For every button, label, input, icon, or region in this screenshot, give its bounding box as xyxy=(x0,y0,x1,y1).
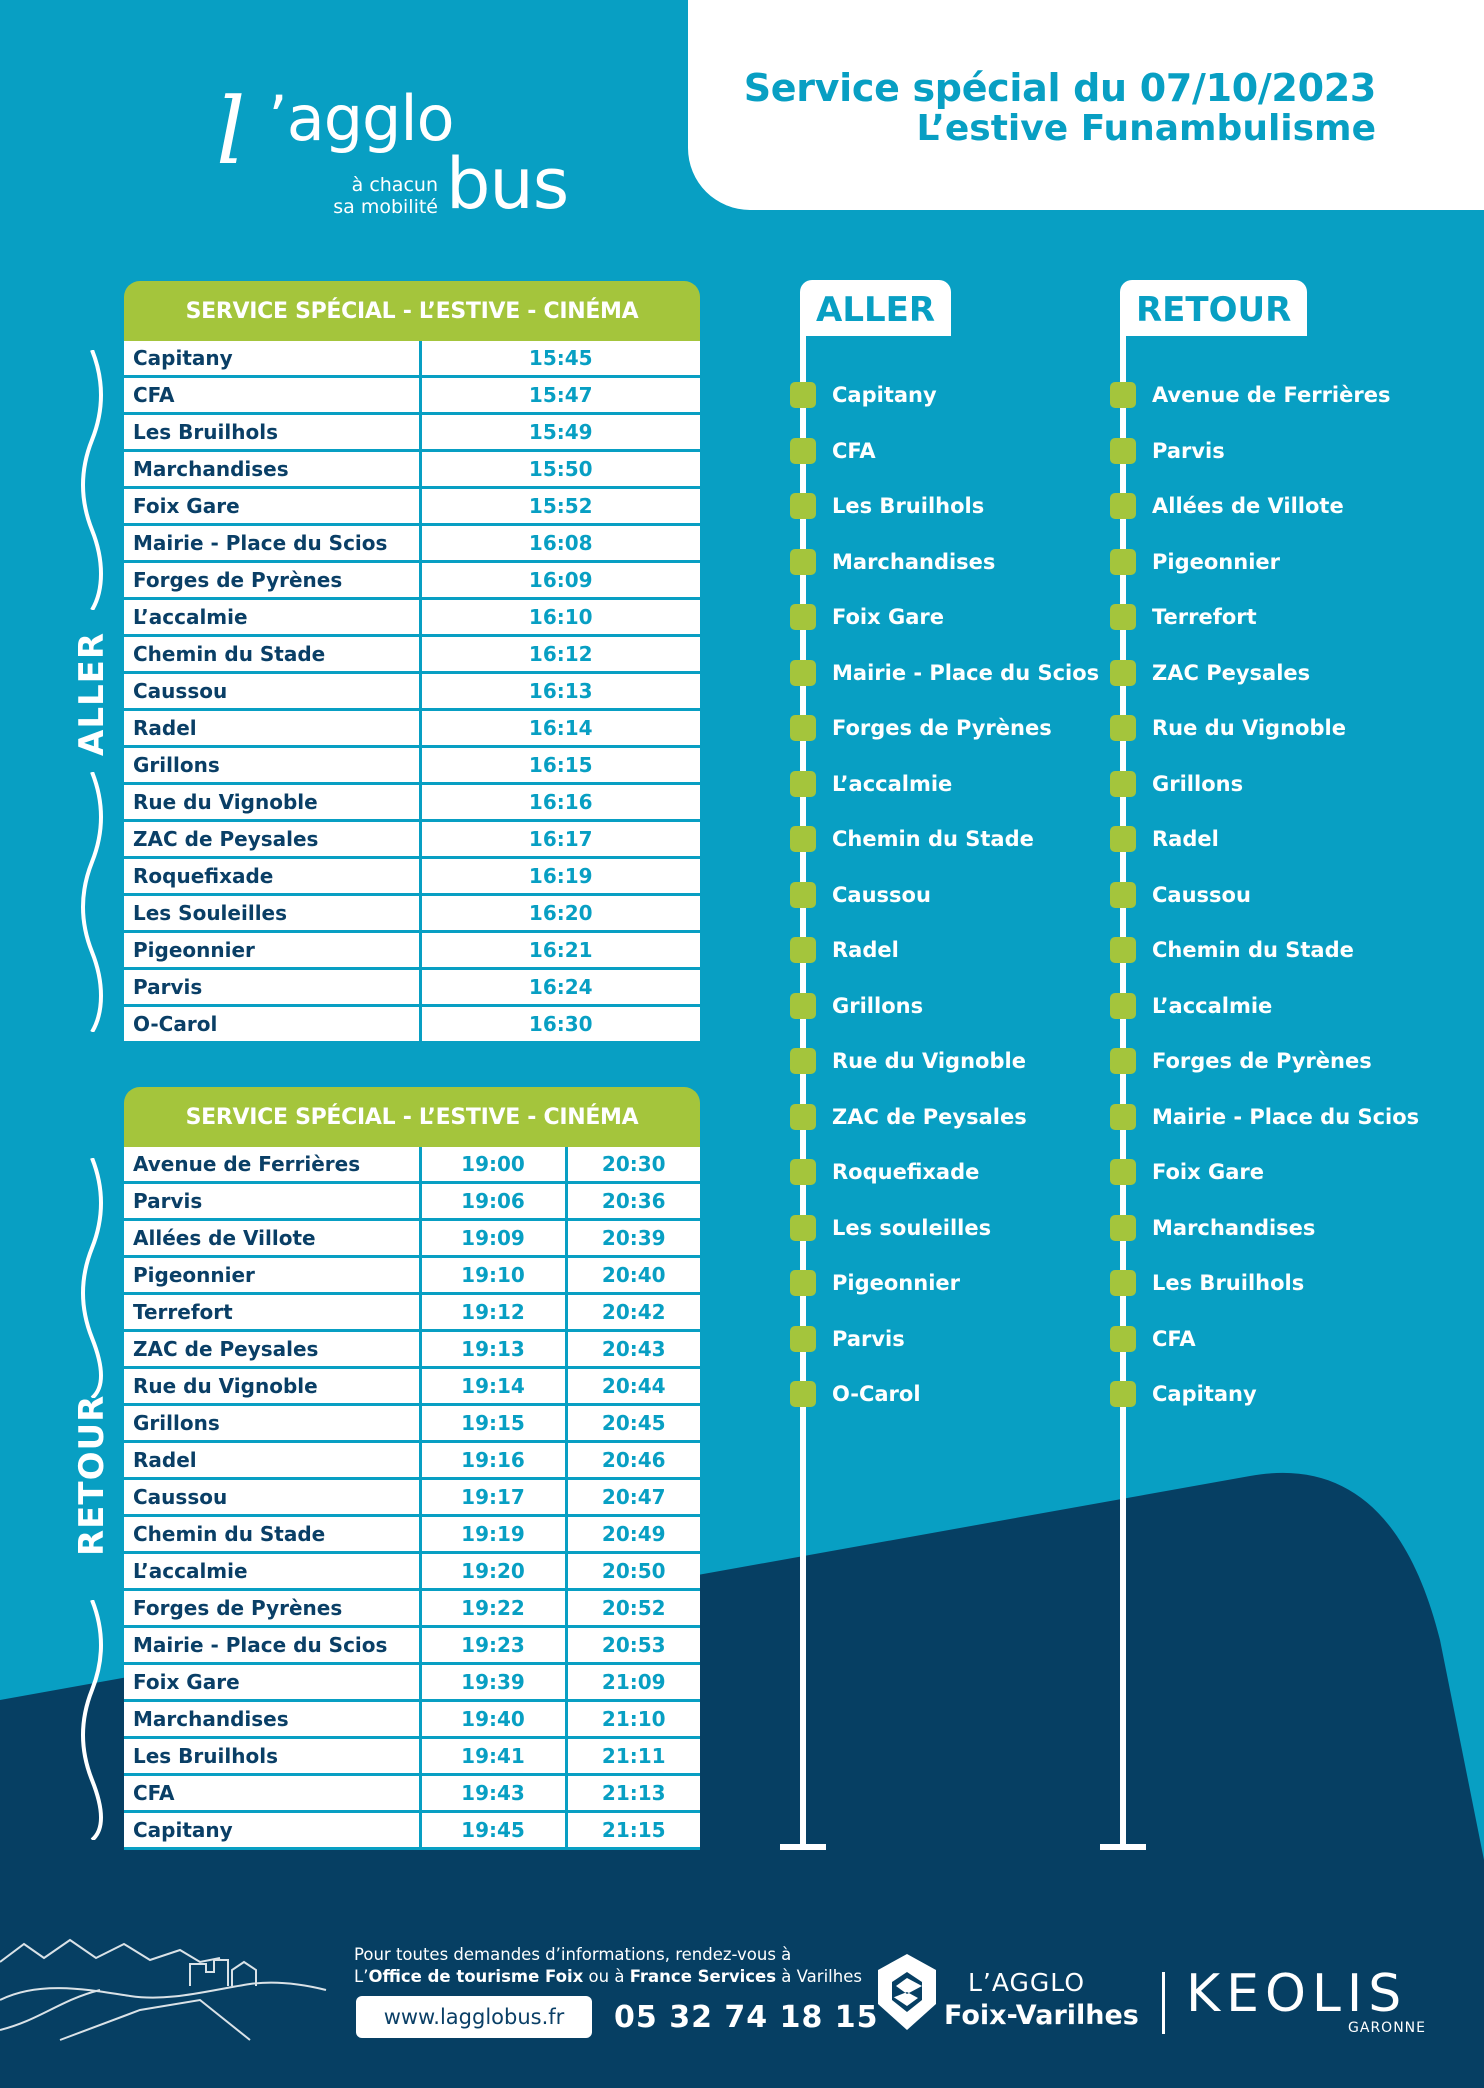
route-stop xyxy=(1110,658,1310,688)
stop-name-cell: Avenue de Ferrières xyxy=(124,1147,420,1183)
route-stop-name: L’accalmie xyxy=(832,771,953,796)
footer-info-l2-e: à Varilhes xyxy=(776,1967,862,1986)
route-stop xyxy=(790,1324,905,1354)
route-stop xyxy=(1110,824,1219,854)
table-row xyxy=(124,673,700,710)
stop-name-cell: L’accalmie xyxy=(124,1553,420,1590)
route-stop-name: L’accalmie xyxy=(1152,993,1273,1018)
route-stop xyxy=(1110,991,1272,1021)
route-stop-name: Rue du Vignoble xyxy=(832,1049,1026,1073)
departure-time-cell: 20:53 xyxy=(566,1627,700,1664)
stop-name-cell: Mairie - Place du Scios xyxy=(124,1627,420,1664)
route-stop-name: Radel xyxy=(1152,827,1219,851)
table-row xyxy=(124,1812,700,1849)
keolis-logo xyxy=(1186,1964,1426,2036)
departure-time-cell: 21:11 xyxy=(566,1738,700,1775)
route-stop-name: Pigeonnier xyxy=(832,1271,960,1295)
route-retour-foot xyxy=(1100,1844,1146,1850)
route-stop-name: Les Bruilhols xyxy=(832,494,985,518)
route-stop-name: Mairie - Place du Scios xyxy=(1152,1104,1420,1129)
stop-name-cell: ZAC de Peysales xyxy=(124,821,420,858)
route-stop-name: Foix Gare xyxy=(832,605,944,629)
departure-time-cell: 20:47 xyxy=(566,1479,700,1516)
stop-marker-icon xyxy=(1110,1270,1136,1296)
stop-name-cell: Capitany xyxy=(124,1812,420,1849)
departure-time-cell: 20:40 xyxy=(566,1257,700,1294)
footer-info-line-1: Pour toutes demandes d’informations, rendez-vous à xyxy=(354,1945,792,1964)
route-stop-name: Foix Gare xyxy=(1152,1160,1264,1184)
stop-marker-icon xyxy=(790,660,816,686)
keolis-wordmark: KEOLIS xyxy=(1186,1964,1408,2024)
stop-name-cell: Rue du Vignoble xyxy=(124,1368,420,1405)
route-stop-name: Parvis xyxy=(832,1326,905,1351)
route-stop xyxy=(790,713,1052,743)
route-stop xyxy=(1110,602,1257,632)
table-row xyxy=(124,636,700,673)
stop-marker-icon xyxy=(1110,993,1136,1019)
stop-name-cell: Chemin du Stade xyxy=(124,636,420,673)
stop-marker-icon xyxy=(790,1381,816,1407)
table-row xyxy=(124,1368,700,1405)
stop-name-cell: Chemin du Stade xyxy=(124,1516,420,1553)
stop-marker-icon xyxy=(1110,1159,1136,1185)
route-aller-label: ALLER xyxy=(800,280,951,336)
route-stop-name: Forges de Pyrènes xyxy=(832,716,1052,740)
stop-marker-icon xyxy=(790,1048,816,1074)
table-row xyxy=(124,377,700,414)
departure-time-cell: 21:10 xyxy=(566,1701,700,1738)
route-stop xyxy=(790,1379,921,1409)
retour-side-label: RETOUR xyxy=(72,1394,112,1556)
keolis-subtitle: GARONNE xyxy=(1348,2020,1426,2036)
route-stop xyxy=(790,380,937,410)
stop-name-cell: Marchandises xyxy=(124,1701,420,1738)
departure-time-cell: 19:22 xyxy=(420,1590,566,1627)
table-row xyxy=(124,1664,700,1701)
stop-name-cell: Allées de Villote xyxy=(124,1220,420,1257)
stop-name-cell: Pigeonnier xyxy=(124,932,420,969)
table-row xyxy=(124,1516,700,1553)
stop-name-cell: Caussou xyxy=(124,673,420,710)
table-row xyxy=(124,1405,700,1442)
route-stop-name: ZAC de Peysales xyxy=(832,1104,1027,1129)
table-row xyxy=(124,858,700,895)
aller-side-label: ALLER xyxy=(72,631,112,756)
stop-marker-icon xyxy=(1110,1104,1136,1130)
departure-time-cell: 19:41 xyxy=(420,1738,566,1775)
departure-time-cell: 20:46 xyxy=(566,1442,700,1479)
route-stop-name: ZAC Peysales xyxy=(1152,660,1311,685)
logo-l-letter: l xyxy=(216,78,246,185)
route-stop-name: Grillons xyxy=(832,993,924,1018)
stop-name-cell: ZAC de Peysales xyxy=(124,1331,420,1368)
departure-time-cell: 20:42 xyxy=(566,1294,700,1331)
table-row xyxy=(124,1147,700,1183)
stop-marker-icon xyxy=(1110,1215,1136,1241)
departure-time-cell: 16:09 xyxy=(420,562,700,599)
table-row xyxy=(124,451,700,488)
route-stop-name: Chemin du Stade xyxy=(1152,938,1354,962)
route-stop-name: Mairie - Place du Scios xyxy=(832,660,1100,685)
stop-name-cell: Les Bruilhols xyxy=(124,1738,420,1775)
departure-time-cell: 19:14 xyxy=(420,1368,566,1405)
route-stop xyxy=(790,769,952,799)
route-stop xyxy=(790,547,995,577)
departure-time-cell: 16:17 xyxy=(420,821,700,858)
aller-wave-bottom xyxy=(80,772,110,1032)
table-row xyxy=(124,1590,700,1627)
route-aller-foot xyxy=(780,1844,826,1850)
stop-marker-icon xyxy=(790,1104,816,1130)
stop-name-cell: Forges de Pyrènes xyxy=(124,1590,420,1627)
footer-info-france-services: France Services xyxy=(629,1967,777,1986)
retour-table-body xyxy=(124,1147,700,1849)
departure-time-cell: 16:13 xyxy=(420,673,700,710)
stop-marker-icon xyxy=(1110,715,1136,741)
route-stop xyxy=(790,491,984,521)
stop-name-cell: Caussou xyxy=(124,1479,420,1516)
phone-number: 05 32 74 18 15 xyxy=(614,2000,879,2035)
footer-info-text xyxy=(354,1944,862,1988)
departure-time-cell: 16:24 xyxy=(420,969,700,1006)
route-stop-name: Forges de Pyrènes xyxy=(1152,1049,1372,1073)
departure-time-cell: 21:13 xyxy=(566,1775,700,1812)
departure-time-cell: 16:20 xyxy=(420,895,700,932)
stop-marker-icon xyxy=(790,937,816,963)
table-row xyxy=(124,1257,700,1294)
stop-marker-icon xyxy=(1110,604,1136,630)
departure-time-cell: 19:12 xyxy=(420,1294,566,1331)
aller-table xyxy=(124,341,700,1044)
route-stop xyxy=(790,1268,960,1298)
route-stop xyxy=(1110,436,1225,466)
route-stop-name: Chemin du Stade xyxy=(832,827,1034,851)
route-stop-name: Roquefixade xyxy=(832,1160,980,1184)
departure-time-cell: 19:19 xyxy=(420,1516,566,1553)
stop-marker-icon xyxy=(790,493,816,519)
stop-name-cell: Mairie - Place du Scios xyxy=(124,525,420,562)
page-subtitle: L’estive Funambulisme xyxy=(916,108,1376,149)
departure-time-cell: 15:49 xyxy=(420,414,700,451)
departure-time-cell: 20:50 xyxy=(566,1553,700,1590)
route-stop xyxy=(790,991,923,1021)
departure-time-cell: 19:16 xyxy=(420,1442,566,1479)
route-stop xyxy=(790,824,1034,854)
route-stop xyxy=(1110,1102,1419,1132)
table-row xyxy=(124,932,700,969)
table-row xyxy=(124,1553,700,1590)
footer-separator xyxy=(1162,1972,1165,2034)
table-row xyxy=(124,1775,700,1812)
stop-marker-icon xyxy=(1110,493,1136,519)
table-row xyxy=(124,1183,700,1220)
stop-marker-icon xyxy=(1110,438,1136,464)
table-row xyxy=(124,747,700,784)
route-stop xyxy=(790,1213,991,1243)
agglo-fv-line-1: L’AGGLO xyxy=(968,1968,1085,1997)
stop-marker-icon xyxy=(1110,882,1136,908)
departure-time-cell: 15:52 xyxy=(420,488,700,525)
departure-time-cell: 21:09 xyxy=(566,1664,700,1701)
departure-time-cell: 16:14 xyxy=(420,710,700,747)
stop-name-cell: Grillons xyxy=(124,747,420,784)
stop-marker-icon xyxy=(1110,382,1136,408)
stop-marker-icon xyxy=(1110,549,1136,575)
route-stop xyxy=(1110,547,1280,577)
table-row xyxy=(124,784,700,821)
departure-time-cell: 19:13 xyxy=(420,1331,566,1368)
departure-time-cell: 19:10 xyxy=(420,1257,566,1294)
table-row xyxy=(124,821,700,858)
departure-time-cell: 16:21 xyxy=(420,932,700,969)
stop-name-cell: L’accalmie xyxy=(124,599,420,636)
stop-marker-icon xyxy=(790,604,816,630)
table-row xyxy=(124,1220,700,1257)
footer-info-tourisme: Office de tourisme Foix xyxy=(368,1967,584,1986)
stop-name-cell: CFA xyxy=(124,1775,420,1812)
route-stop-name: CFA xyxy=(1152,1326,1196,1351)
stop-marker-icon xyxy=(1110,1326,1136,1352)
table-row xyxy=(124,599,700,636)
departure-time-cell: 16:16 xyxy=(420,784,700,821)
route-stop-name: Radel xyxy=(832,938,899,962)
stop-name-cell: Foix Gare xyxy=(124,488,420,525)
retour-table-heading-text: SERVICE SPÉCIAL - L’ESTIVE - CINÉMA xyxy=(185,1104,639,1130)
stop-marker-icon xyxy=(790,993,816,1019)
stop-marker-icon xyxy=(1110,1381,1136,1407)
table-row xyxy=(124,1006,700,1043)
retour-table xyxy=(124,1147,700,1850)
route-stop xyxy=(1110,713,1346,743)
departure-time-cell: 16:30 xyxy=(420,1006,700,1043)
stop-name-cell: Radel xyxy=(124,710,420,747)
route-retour xyxy=(1100,280,1420,1850)
stop-name-cell: Terrefort xyxy=(124,1294,420,1331)
stop-name-cell: Pigeonnier xyxy=(124,1257,420,1294)
page-title: Service spécial du 07/10/2023 xyxy=(743,66,1376,110)
aller-table-heading xyxy=(124,281,700,341)
route-stop xyxy=(1110,1324,1196,1354)
route-stop xyxy=(790,1102,1027,1132)
route-stop-name: Les Bruilhols xyxy=(1152,1271,1305,1295)
departure-time-cell: 15:50 xyxy=(420,451,700,488)
departure-time-cell: 20:43 xyxy=(566,1331,700,1368)
route-stop xyxy=(1110,769,1243,799)
table-row xyxy=(124,895,700,932)
route-stop-name: CFA xyxy=(832,438,876,463)
departure-time-cell: 19:00 xyxy=(420,1147,566,1183)
route-stop-name: Marchandises xyxy=(1152,1215,1316,1240)
aller-table-body xyxy=(124,341,700,1043)
table-row xyxy=(124,488,700,525)
stop-marker-icon xyxy=(790,1326,816,1352)
route-stop xyxy=(790,880,931,910)
retour-wave-bottom xyxy=(80,1600,110,1840)
table-row xyxy=(124,341,700,377)
stop-name-cell: Les Souleilles xyxy=(124,895,420,932)
stop-marker-icon xyxy=(1110,826,1136,852)
stop-name-cell: Marchandises xyxy=(124,451,420,488)
departure-time-cell: 20:39 xyxy=(566,1220,700,1257)
lagglobus-logo xyxy=(216,78,596,225)
retour-wave-top xyxy=(80,1158,110,1398)
stop-marker-icon xyxy=(790,1215,816,1241)
route-stop-name: Les souleilles xyxy=(832,1215,992,1240)
stop-marker-icon xyxy=(790,1270,816,1296)
table-row xyxy=(124,1294,700,1331)
stop-marker-icon xyxy=(1110,660,1136,686)
route-stop xyxy=(790,1157,979,1187)
footer-info-l2-a: L’ xyxy=(354,1967,369,1986)
stop-marker-icon xyxy=(790,1159,816,1185)
stop-name-cell: Radel xyxy=(124,1442,420,1479)
route-stop xyxy=(1110,1379,1257,1409)
stop-name-cell: Parvis xyxy=(124,969,420,1006)
route-stop-name: Marchandises xyxy=(832,549,996,574)
route-stop xyxy=(1110,1268,1304,1298)
stop-marker-icon xyxy=(790,882,816,908)
route-stop xyxy=(790,436,876,466)
departure-time-cell: 16:15 xyxy=(420,747,700,784)
stop-name-cell: Capitany xyxy=(124,341,420,377)
table-row xyxy=(124,1627,700,1664)
route-stop xyxy=(790,658,1099,688)
logo-agglo-text: ’agglo xyxy=(268,82,454,155)
departure-time-cell: 19:15 xyxy=(420,1405,566,1442)
departure-time-cell: 16:10 xyxy=(420,599,700,636)
route-stop xyxy=(1110,1046,1372,1076)
logo-tagline-2: sa mobilité xyxy=(333,196,438,218)
route-stop-name: Grillons xyxy=(1152,771,1244,796)
retour-table-heading xyxy=(124,1087,700,1147)
stop-marker-icon xyxy=(790,715,816,741)
route-stop xyxy=(1110,1157,1264,1187)
departure-time-cell: 19:40 xyxy=(420,1701,566,1738)
logo-tagline-1: à chacun xyxy=(351,174,438,196)
aller-wave-top xyxy=(80,350,110,610)
route-stop xyxy=(1110,1213,1315,1243)
departure-time-cell: 21:15 xyxy=(566,1812,700,1849)
stop-marker-icon xyxy=(1110,937,1136,963)
aller-timetable xyxy=(124,281,700,1044)
route-stop xyxy=(1110,491,1344,521)
route-stop xyxy=(1110,880,1251,910)
stop-marker-icon xyxy=(1110,771,1136,797)
stop-name-cell: Forges de Pyrènes xyxy=(124,562,420,599)
route-stop xyxy=(790,935,899,965)
route-stop-name: O-Carol xyxy=(832,1382,921,1406)
stop-marker-icon xyxy=(790,826,816,852)
departure-time-cell: 20:44 xyxy=(566,1368,700,1405)
route-stop xyxy=(1110,380,1390,410)
table-row xyxy=(124,562,700,599)
route-stop xyxy=(790,602,944,632)
departure-time-cell: 16:08 xyxy=(420,525,700,562)
stop-marker-icon xyxy=(1110,1048,1136,1074)
table-row xyxy=(124,414,700,451)
departure-time-cell: 15:45 xyxy=(420,341,700,377)
table-row xyxy=(124,710,700,747)
departure-time-cell: 16:12 xyxy=(420,636,700,673)
agglo-hexagon-icon xyxy=(876,1952,938,2032)
departure-time-cell: 19:45 xyxy=(420,1812,566,1849)
logo-bus-text: bus xyxy=(446,143,569,225)
stop-name-cell: Grillons xyxy=(124,1405,420,1442)
table-row xyxy=(124,1701,700,1738)
retour-timetable xyxy=(124,1087,700,1850)
stop-name-cell: Les Bruilhols xyxy=(124,414,420,451)
stop-marker-icon xyxy=(790,771,816,797)
route-stop-name: Caussou xyxy=(832,882,931,907)
departure-time-cell: 19:43 xyxy=(420,1775,566,1812)
departure-time-cell: 19:17 xyxy=(420,1479,566,1516)
table-row xyxy=(124,1331,700,1368)
departure-time-cell: 19:23 xyxy=(420,1627,566,1664)
departure-time-cell: 19:09 xyxy=(420,1220,566,1257)
departure-time-cell: 20:49 xyxy=(566,1516,700,1553)
agglo-fv-line-2: Foix-Varilhes xyxy=(944,2000,1139,2031)
route-stop-name: Allées de Villote xyxy=(1152,494,1344,518)
route-stop-name: Rue du Vignoble xyxy=(1152,716,1346,740)
stop-name-cell: CFA xyxy=(124,377,420,414)
route-retour-label: RETOUR xyxy=(1120,280,1307,336)
departure-time-cell: 20:36 xyxy=(566,1183,700,1220)
departure-time-cell: 19:06 xyxy=(420,1183,566,1220)
route-aller xyxy=(780,280,1100,1850)
departure-time-cell: 19:39 xyxy=(420,1664,566,1701)
stop-name-cell: Rue du Vignoble xyxy=(124,784,420,821)
table-row xyxy=(124,1479,700,1516)
stop-name-cell: Foix Gare xyxy=(124,1664,420,1701)
stop-name-cell: Roquefixade xyxy=(124,858,420,895)
departure-time-cell: 15:47 xyxy=(420,377,700,414)
route-stop xyxy=(790,1046,1026,1076)
stop-marker-icon xyxy=(790,438,816,464)
header-block xyxy=(688,0,1484,210)
stop-name-cell: Parvis xyxy=(124,1183,420,1220)
stop-marker-icon xyxy=(790,549,816,575)
departure-time-cell: 20:30 xyxy=(566,1147,700,1183)
table-row xyxy=(124,1738,700,1775)
website-link[interactable]: www.lagglobus.fr xyxy=(356,1996,592,2038)
route-stop-name: Pigeonnier xyxy=(1152,549,1280,574)
route-stop-name: Capitany xyxy=(1152,1382,1257,1406)
stop-name-cell: O-Carol xyxy=(124,1006,420,1043)
departure-time-cell: 19:20 xyxy=(420,1553,566,1590)
route-stop-name: Caussou xyxy=(1152,882,1251,907)
departure-time-cell: 16:19 xyxy=(420,858,700,895)
route-stop-name: Avenue de Ferrières xyxy=(1152,383,1391,407)
stop-marker-icon xyxy=(790,382,816,408)
table-row xyxy=(124,525,700,562)
route-stop xyxy=(1110,935,1354,965)
departure-time-cell: 20:52 xyxy=(566,1590,700,1627)
table-row xyxy=(124,1442,700,1479)
agglo-foix-varilhes-logo xyxy=(876,1950,1166,2040)
table-row xyxy=(124,969,700,1006)
route-stop-name: Parvis xyxy=(1152,438,1225,463)
footer-info-line-2 xyxy=(354,1966,862,1988)
aller-table-heading-text: SERVICE SPÉCIAL - L’ESTIVE - CINÉMA xyxy=(185,298,639,324)
route-stop-name: Capitany xyxy=(832,383,937,407)
route-stop-name: Terrefort xyxy=(1152,605,1257,629)
departure-time-cell: 20:45 xyxy=(566,1405,700,1442)
footer-info-l2-c: ou à xyxy=(583,1967,630,1986)
